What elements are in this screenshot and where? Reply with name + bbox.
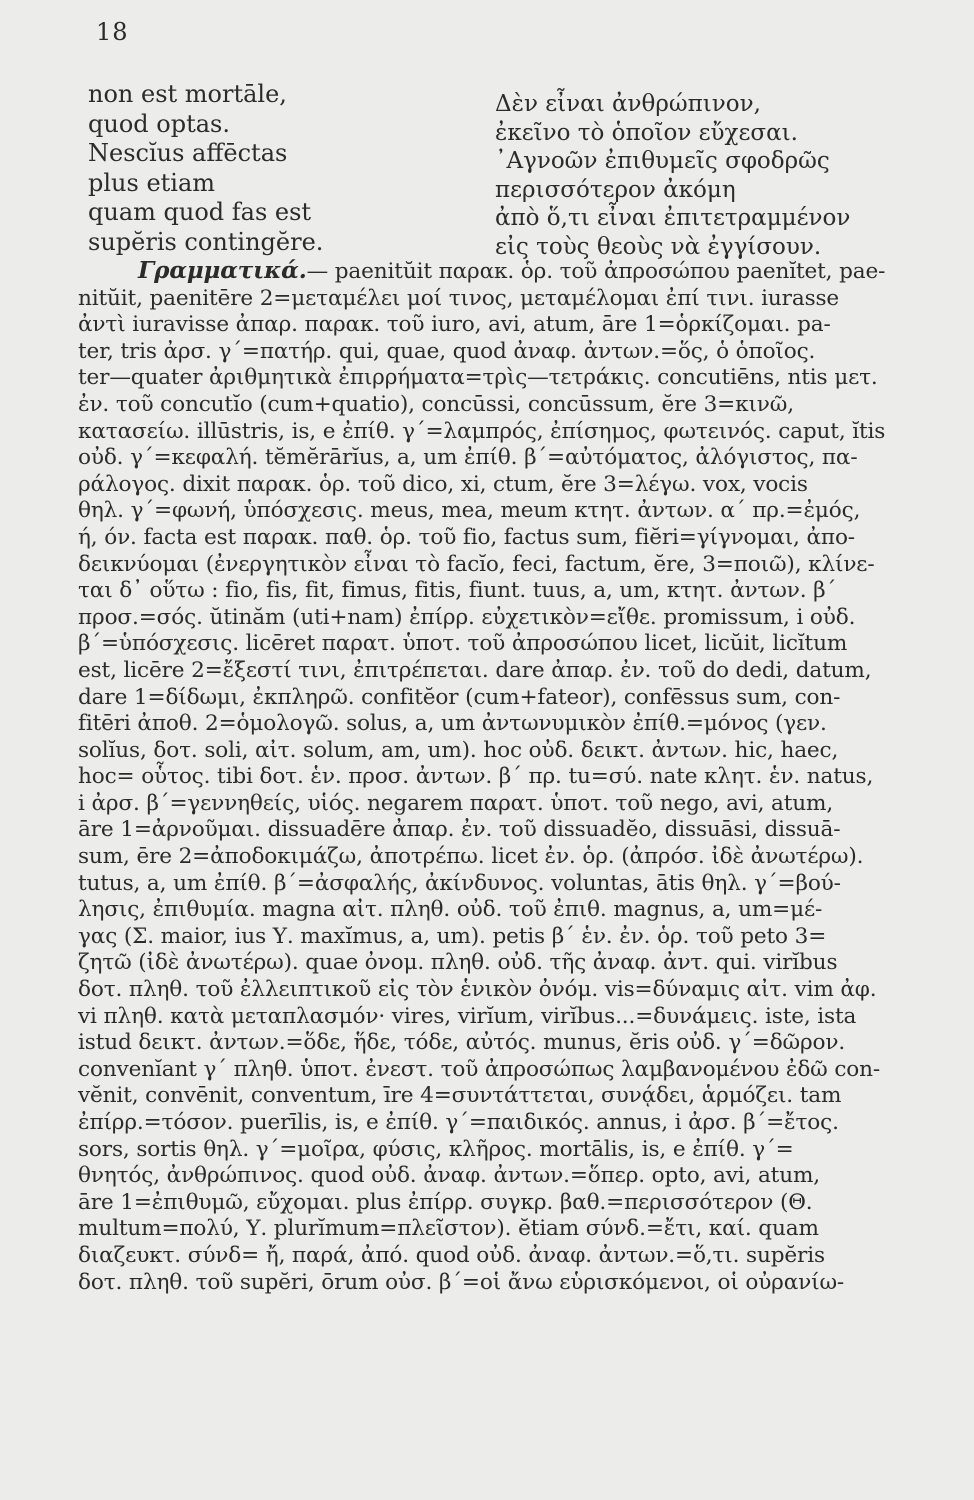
- grammar-line: ἐν. τοῦ concutĭo (cum+quatio), concūssi, concūssum, ĕre 3=κινῶ,: [78, 391, 794, 417]
- grammar-first-line: [78, 258, 968, 286]
- grammar-line: ter—quater ἀριθμητικὰ ἐπιρρήματα=τρὶς—τετράκις. concutiēns, ntis μετ.: [78, 365, 878, 391]
- grammar-line: διαζευκτ. σύνδ= ἤ, παρά, ἀπό. quod οὐδ. ἀναφ. ἀντων.=ὅ,τι. supĕris: [78, 1242, 825, 1268]
- grammar-line: γας (Σ. maior, ius Υ. maxĭmus, a, um). petis β΄ ἑν. ἐν. ὁρ. τοῦ peto 3=: [78, 923, 827, 949]
- latin-verse: [88, 80, 468, 257]
- grammar-line: ή, όν. facta est παρακ. παθ. ὁρ. τοῦ fio, factus sum, fiĕri=γίγνομαι, ἀπο-: [78, 524, 855, 550]
- grammar-line: tutus, a, um ἐπίθ. β΄=ἀσφαλής, ἀκίνδυνος. voluntas, ātis θηλ. γ΄=βού-: [78, 870, 841, 896]
- latin-verse-line: plus etiam: [88, 168, 216, 197]
- grammar-line: istud δεικτ. ἀντων.=ὅδε, ἥδε, τόδε, αὐτός. munus, ĕris οὐδ. γ΄=δῶρον.: [78, 1030, 846, 1056]
- grammar-line: δοτ. πληθ. τοῦ ἐλλειπτικοῦ εἰς τὸν ἑνικὸν ὀνόμ. vis=δύναμις αἰτ. vim ἀφ.: [78, 977, 877, 1003]
- latin-verse-line: quam quod fas est: [88, 198, 312, 226]
- grammar-notes: [78, 258, 968, 1296]
- grammar-line: sors, sortis θηλ. γ΄=μοῖρα, φύσις, κλῆρος. mortālis, is, e ἐπίθ. γ΄=: [78, 1136, 794, 1162]
- grammar-line: ζητῶ (ἰδὲ ἀνωτέρω). quae ὀνομ. πληθ. οὐδ. τῆς ἀναφ. ἀντ. qui. virĭbus: [78, 950, 838, 976]
- grammar-line: vĕnit, convēnit, conventum, īre 4=συντάττεται, συνᾴδει, ἁρμόζει. tam: [78, 1083, 842, 1109]
- latin-verse-line: quod optas.: [88, 109, 230, 138]
- grammar-line: nitŭit, paenitēre 2=μεταμέλει μοί τινος, μεταμέλομαι ἐπί τινι. iurasse: [78, 285, 840, 311]
- grammar-line: οὐδ. γ΄=κεφαλή. tĕmĕrārĭus, a, um ἐπίθ. β΄=αὐτόματος, ἀλόγιστος, πα-: [78, 445, 858, 471]
- latin-verse-line: Nescĭus affēctas: [88, 139, 288, 167]
- grammar-line: ράλογος. dixit παρακ. ὁρ. τοῦ dico, xi, ctum, ĕre 3=λέγω. vox, vocis: [78, 471, 808, 497]
- latin-verse-line: supĕris contingĕre.: [88, 227, 324, 256]
- greek-verse: [495, 90, 915, 261]
- grammar-line: θηλ. γ΄=φωνή, ὑπόσχεσις. meus, mea, meum κτητ. ἀντων. α΄ πρ.=ἐμός,: [78, 498, 861, 524]
- grammar-line: sum, ēre 2=ἀποδοκιμάζω, ἀποτρέπω. licet ἐν. ὁρ. (ἀπρόσ. ἰδὲ ἀνωτέρω).: [78, 844, 864, 870]
- grammar-line: fitēri ἀποθ. 2=ὁμολογῶ. solus, a, um ἀντωνυμικὸν ἐπίθ.=μόνος (γεν.: [78, 711, 827, 737]
- grammar-line: β΄=ὑπόσχεσις. licēret παρατ. ὑποτ. τοῦ ἀπροσώπου licet, licŭit, licĭtum: [78, 631, 848, 657]
- grammar-line: ter, tris ἀρσ. γ΄=πατήρ. qui, quae, quod ἀναφ. ἀντων.=ὅς, ὁ ὁποῖος.: [78, 338, 816, 364]
- grammar-line: λησις, ἐπιθυμία. magna αἰτ. πληθ. οὐδ. τοῦ ἐπιθ. magnus, a, um=μέ-: [78, 897, 823, 923]
- page-number: 18: [96, 18, 129, 46]
- grammar-line: ἀντὶ iuravisse ἀπαρ. παρακ. τοῦ iuro, avi, atum, āre 1=ὁρκίζομαι. pa-: [78, 312, 831, 338]
- grammar-first-line-text: — paenitŭit παρακ. ὁρ. τοῦ ἀπροσώπου paenĭtet, pae-: [306, 259, 886, 284]
- grammar-line: δεικνύομαι (ἐνεργητικὸν εἶναι τὸ facĭo, feci, factum, ĕre, 3=ποιῶ), κλίνε-: [78, 551, 875, 577]
- grammar-line: i ἀρσ. β΄=γεννηθείς, υἱός. negarem παρατ. ὑποτ. τοῦ nego, avi, atum,: [78, 790, 834, 816]
- grammar-line: āre 1=ἐπιθυμῶ, εὔχομαι. plus ἐπίρρ. συγκρ. βαθ.=περισσότερον (Θ.: [78, 1189, 813, 1215]
- latin-verse-line: non est mortāle,: [88, 80, 287, 108]
- grammar-line: vi πληθ. κατὰ μεταπλασμόν· vires, virĭum, virĭbus...=δυνάμεις. iste, ista: [78, 1003, 857, 1029]
- grammar-line: convenĭant γ΄ πληθ. ὑποτ. ἐνεστ. τοῦ ἀπροσώπως λαμβανομένου ἐδῶ con-: [78, 1056, 881, 1082]
- grammar-line: ται δ᾿ οὕτω : fio, fis, fit, fimus, fitis, fiunt. tuus, a, um, κτητ. ἀντων. β΄: [78, 578, 837, 604]
- grammar-line: δοτ. πληθ. τοῦ supĕri, ōrum οὐσ. β΄=οἱ ἄνω εὑρισκόμενοι, οἱ οὐρανίω-: [78, 1269, 845, 1295]
- grammar-line: hoc= οὗτος. tibi δοτ. ἑν. προσ. ἀντων. β΄ πρ. tu=σύ. nate κλητ. ἑν. natus,: [78, 764, 874, 790]
- grammar-line: dare 1=δίδωμι, ἐκπληρῶ. confitĕor (cum+fateor), confēssus sum, con-: [78, 684, 841, 710]
- greek-verse-line: Δὲν εἶναι ἀνθρώπινον,: [495, 91, 761, 117]
- grammar-lines: [78, 286, 968, 1297]
- grammar-line: est, licēre 2=ἔξεστί τινι, ἐπιτρέπεται. dare ἀπαρ. ἐν. τοῦ do dedi, datum,: [78, 657, 872, 683]
- greek-verse-line: περισσότερον ἀκόμη: [495, 176, 736, 203]
- grammar-line: κατασείω. illūstris, is, e ἐπίθ. γ΄=λαμπρός, ἐπίσημος, φωτεινός. caput, ĭtis: [78, 418, 886, 444]
- grammar-line: multum=πολύ, Υ. plurĭmum=πλεῖστον). ĕtiam σύνδ.=ἔτι, καί. quam: [78, 1216, 819, 1242]
- grammar-line: θνητός, ἀνθρώπινος. quod οὐδ. ἀναφ. ἀντων.=ὅπερ. opto, avi, atum,: [78, 1163, 821, 1189]
- grammar-line: āre 1=ἀρνοῦμαι. dissuadēre ἀπαρ. ἐν. τοῦ dissuadĕo, dissuāsi, dissuā-: [78, 817, 841, 843]
- grammar-heading: Γραμματικά.: [138, 257, 307, 284]
- greek-verse-line: ᾿Αγνοῶν ἐπιθυμεῖς σφοδρῶς: [495, 148, 830, 174]
- grammar-line: solĭus, δοτ. soli, αἰτ. solum, am, um). hoc οὐδ. δεικτ. ἀντων. hic, haec,: [78, 737, 839, 763]
- greek-verse-line: ἀπὸ ὅ,τι εἶναι ἐπιτετραμμένον: [495, 205, 851, 231]
- grammar-line: ἐπίρρ.=τόσον. puerīlis, is, e ἐπίθ. γ΄=παιδικός. annus, i ἀρσ. β΄=ἔτος.: [78, 1110, 839, 1135]
- greek-verse-line: ἐκεῖνο τὸ ὁποῖον εὔχεσαι.: [495, 119, 798, 146]
- greek-verse-line: εἰς τοὺς θεοὺς νὰ ἐγγίσουν.: [495, 233, 822, 260]
- grammar-line: προσ.=σός. ŭtinăm (uti+nam) ἐπίρρ. εὐχετικὸν=εἴθε. promissum, i οὐδ.: [78, 604, 856, 630]
